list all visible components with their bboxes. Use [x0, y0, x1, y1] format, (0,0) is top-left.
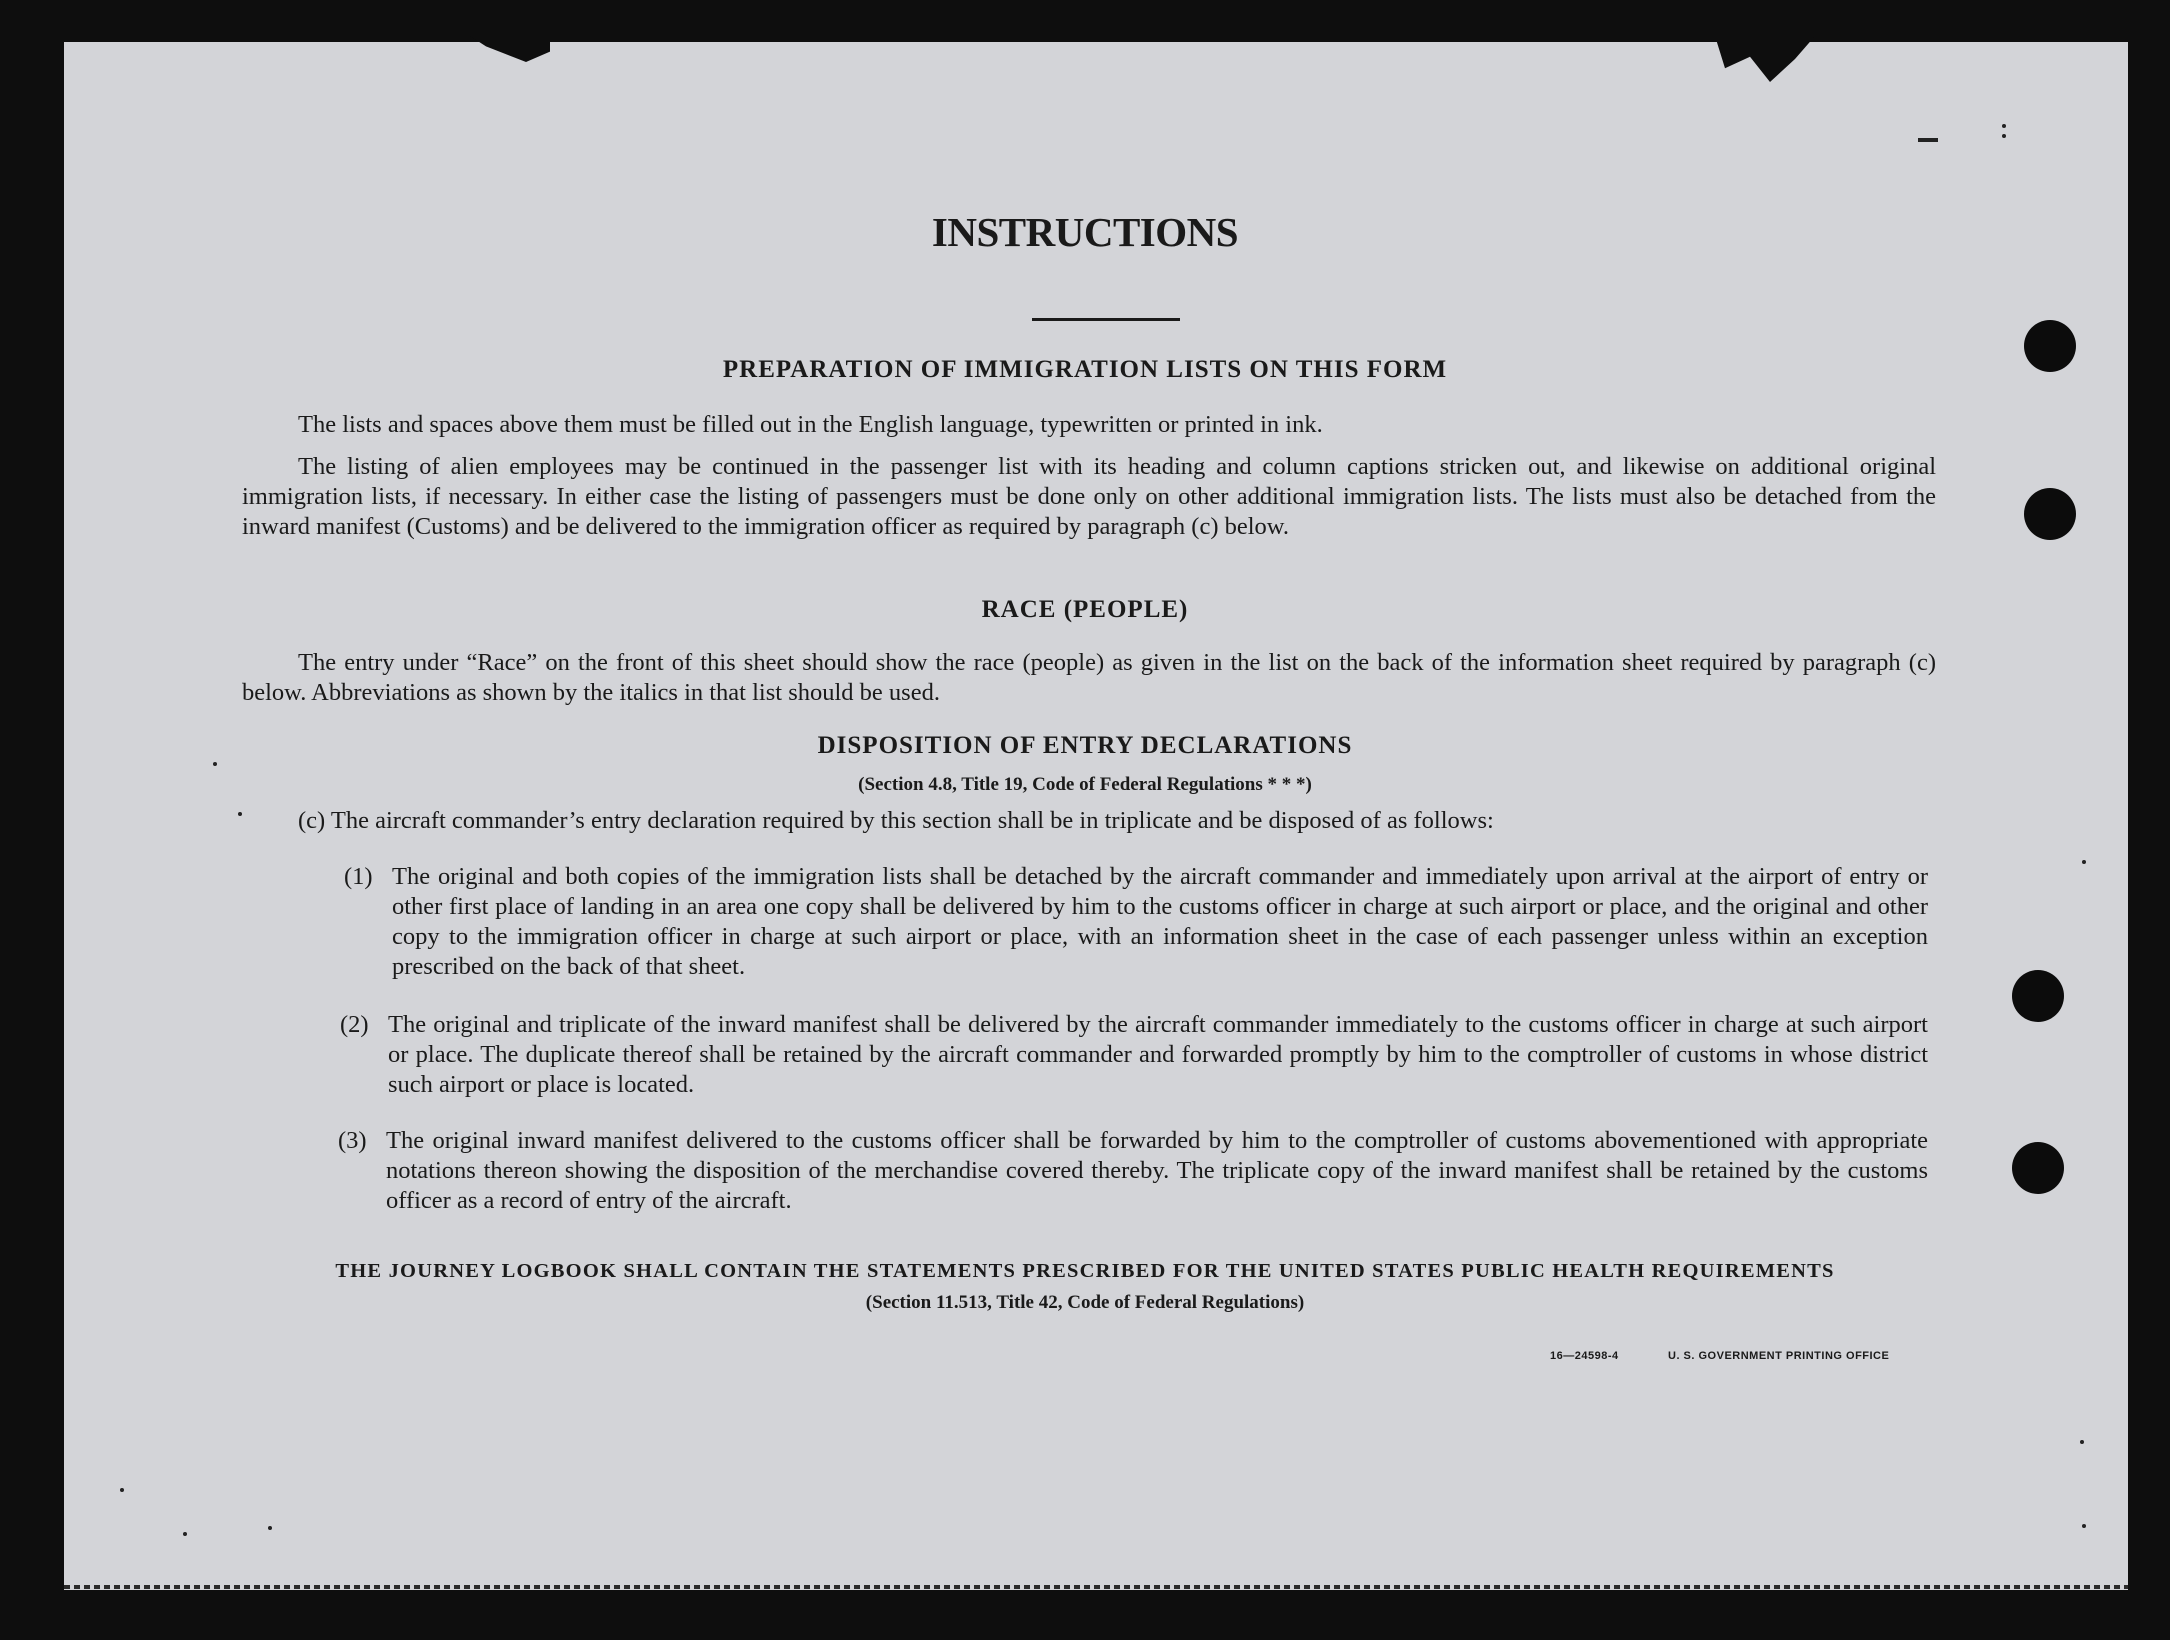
speck — [238, 812, 242, 816]
list-item-text: The original and triplicate of the inward manifest shall be delivered by the aircraft commander immediately to the customs officer in charge at such airport or place. The duplicate thereof shall be retained by the aircraft commander and forwarded promptly by him to the comptroller of customs in whose district such airport or place is located. — [388, 1011, 1928, 1098]
paragraph-disposition-intro: (c) The aircraft commander’s entry declaration required by this section shall be in triplicate and be disposed of as follows: — [298, 807, 1494, 834]
footer-citation: (Section 11.513, Title 42, Code of Federal Regulations) — [865, 1292, 1305, 1313]
footer-heading: THE JOURNEY LOGBOOK SHALL CONTAIN THE STATEMENTS PRESCRIBED FOR THE UNITED STATES PUBLIC HEALTH REQUIREMENTS — [335, 1260, 1835, 1282]
list-item-text: The original and both copies of the immigration lists shall be detached by the aircraft commander and immediately upon arrival at the airport of entry or other first place of landing in an area one copy shall be delivered by him to the customs officer in charge at such airport or place, and the original and other copy to the immigration officer in charge at such airport or place, with an information sheet in the case of each passenger unless within an exception prescribed on the back of that sheet. — [392, 863, 1928, 980]
list-item-text: The original inward manifest delivered to the customs officer shall be forwarded by him to the comptroller of customs abovementioned with appropriate notations thereon showing the disposition of the merchandise covered thereby. The triplicate copy of the inward manifest shall be retained by the customs officer as a record of entry of the aircraft. — [386, 1127, 1928, 1214]
form-number: 16—24598-4 — [1550, 1350, 1619, 1362]
list-item-number: (3) — [338, 1127, 367, 1154]
list-item-number: (1) — [344, 863, 373, 890]
punch-hole — [2024, 488, 2076, 540]
speck — [120, 1488, 124, 1492]
punch-hole — [2012, 970, 2064, 1022]
bleed-through-text — [500, 122, 509, 154]
bleed-through-text — [900, 92, 906, 118]
title-rule — [1032, 318, 1180, 321]
printer-imprint: U. S. GOVERNMENT PRINTING OFFICE — [1668, 1350, 1890, 1362]
section-heading-preparation: PREPARATION OF IMMIGRATION LISTS ON THIS FORM — [722, 356, 1448, 383]
speck — [2002, 124, 2006, 128]
disposition-citation: (Section 4.8, Title 19, Code of Federal Regulations * * *) — [858, 774, 1312, 795]
paragraph-preparation-1: The lists and spaces above them must be filled out in the English language, typewritten or printed in ink. — [298, 411, 1323, 438]
speck — [2082, 1524, 2086, 1528]
section-heading-race: RACE (PEOPLE) — [981, 596, 1189, 623]
speck — [2080, 1440, 2084, 1444]
speck — [213, 762, 217, 766]
speck — [268, 1526, 272, 1530]
speck — [2082, 860, 2086, 864]
page-title: INSTRUCTIONS — [931, 209, 1239, 255]
paragraph-preparation-2: The listing of alien employees may be continued in the passenger list with its heading and column captions stricken out, and likewise on additional original immigration lists, if necessary. In either case the listing of passengers must be done only on other additional immigration lists. The lists must also be detached from the inward manifest (Customs) and be delivered to the immigration officer as required by paragraph (c) below. — [242, 453, 1936, 540]
paragraph-race: The entry under “Race” on the front of this sheet should show the race (people) as given in the list on the back of the information sheet required by paragraph (c) below. Abbreviations as shown by the italics in that list should be used. — [242, 649, 1936, 706]
speck — [2002, 134, 2006, 138]
section-heading-disposition: DISPOSITION OF ENTRY DECLARATIONS — [817, 732, 1353, 759]
list-item-number: (2) — [340, 1011, 369, 1038]
punch-hole — [2012, 1142, 2064, 1194]
speck — [1918, 138, 1938, 142]
speck — [183, 1532, 187, 1536]
perforated-edge — [64, 1585, 2128, 1589]
